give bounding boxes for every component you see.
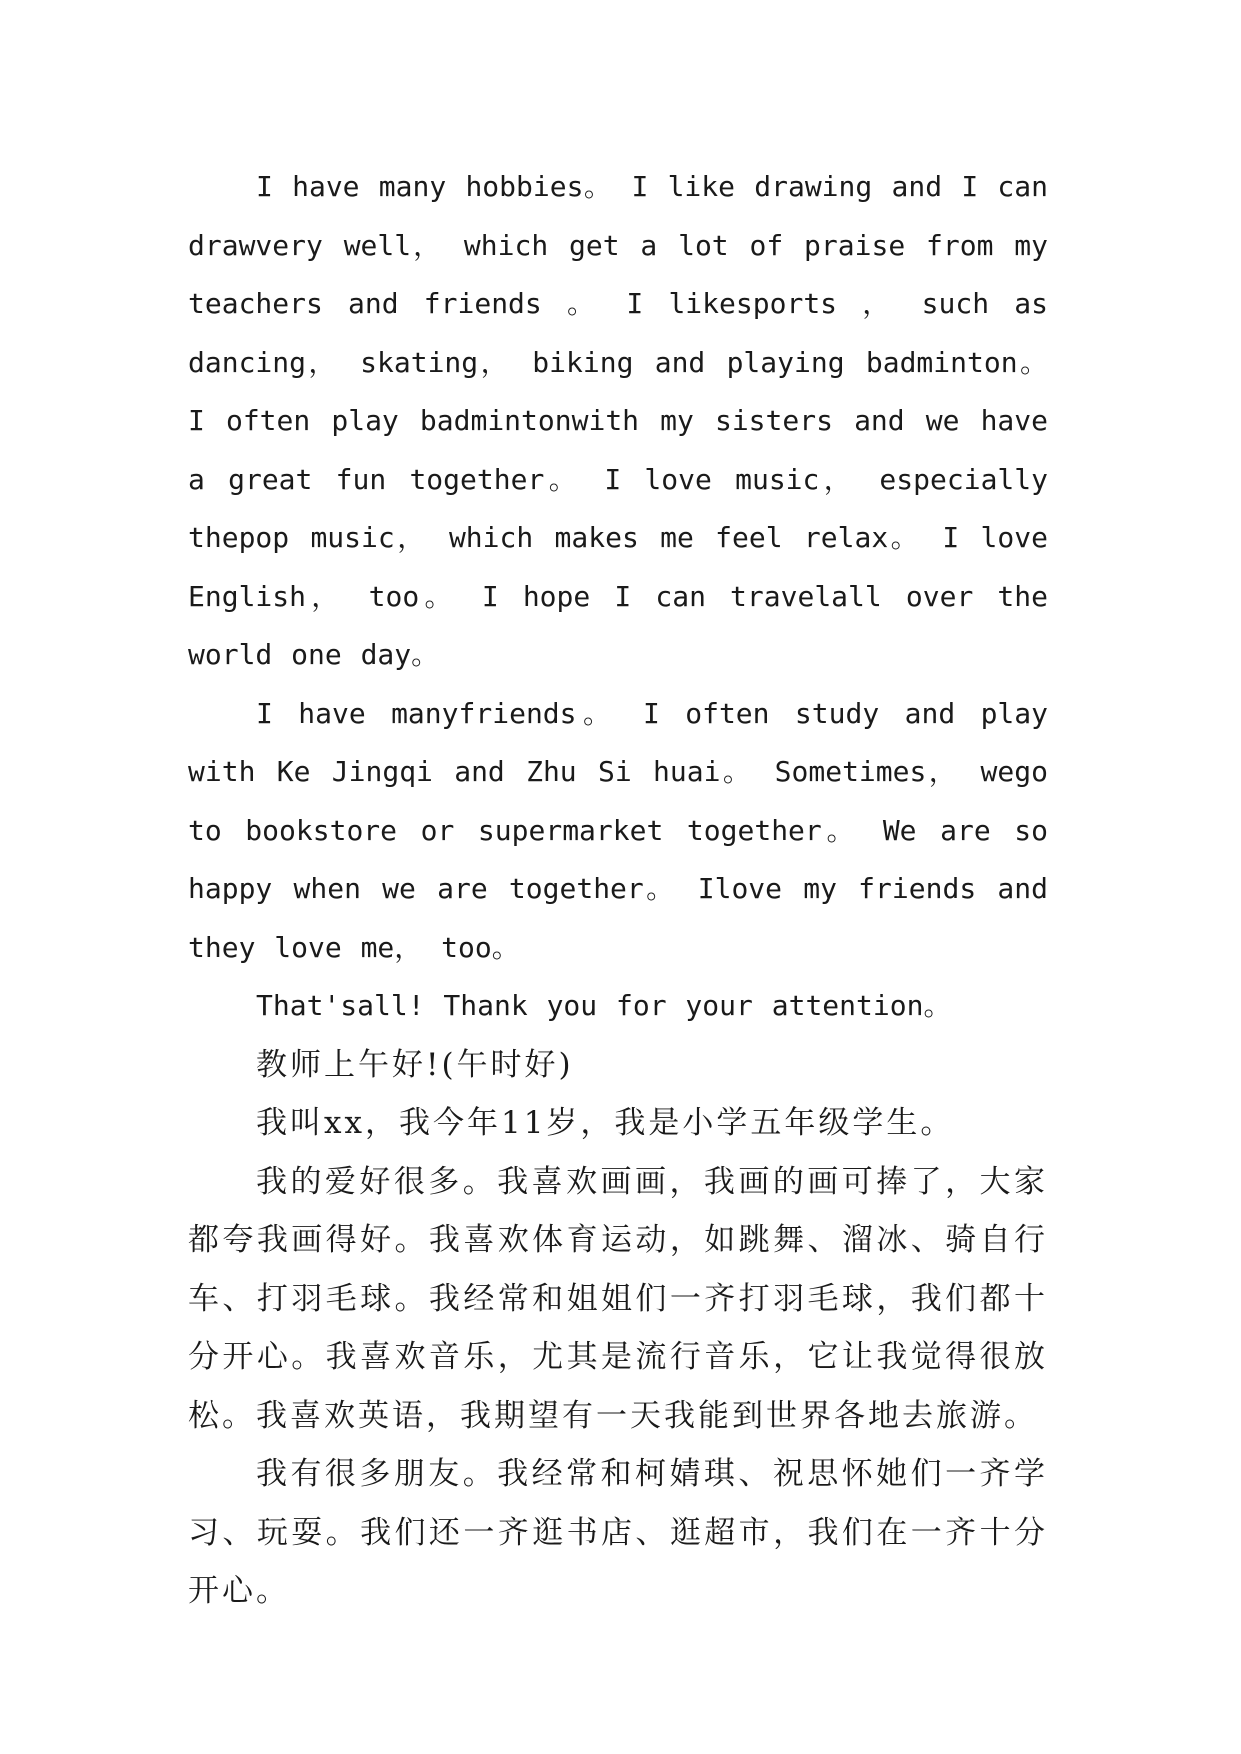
paragraph-friends-en: I have manyfriends。 I often study and play with Ke Jingqi and Zhu Si huai。 Sometimes， wego to bookstore or supermarket together。 We are so happy when we are together。 Ilove my friends and they love me， too。 bbox=[188, 696, 1048, 964]
paragraph-hobbies-cn: 我的爱好很多。我喜欢画画，我画的画可捧了，大家都夸我画得好。我喜欢体育运动，如跳舞、溜冰、骑自行车、打羽毛球。我经常和姐姐们一齐打羽毛球，我们都十分开心。我喜欢音乐，尤其是流行音乐，它让我觉得很放松。我喜欢英语，我期望有一天我能到世界各地去旅游。 bbox=[188, 1163, 1048, 1434]
document-body bbox=[188, 158, 1048, 1621]
paragraph-greeting-cn: 教师上午好!(午时好) bbox=[256, 1046, 574, 1083]
paragraph-closing-en: That'sall! Thank you for your attention。 bbox=[256, 989, 952, 1022]
paragraph-hobbies-en: I have many hobbies。 I like drawing and I can drawvery well， which get a lot of praise from my teachers and friends 。 I likesports ， such as dancing， skating， biking and playing badminton。 I often play badmintonwith my sisters and we have a great fun together。 I love music， especially thepop music， which makes me feel relax。 I love English， too。 I hope I can travelall over the world one day。 bbox=[188, 170, 1048, 671]
paragraph-friends-cn: 我有很多朋友。我经常和柯婧琪、祝思怀她们一齐学习、玩耍。我们还一齐逛书店、逛超市，我们在一齐十分开心。 bbox=[188, 1456, 1048, 1609]
paragraph-intro-cn: 我叫xx，我今年11岁，我是小学五年级学生。 bbox=[256, 1105, 955, 1141]
